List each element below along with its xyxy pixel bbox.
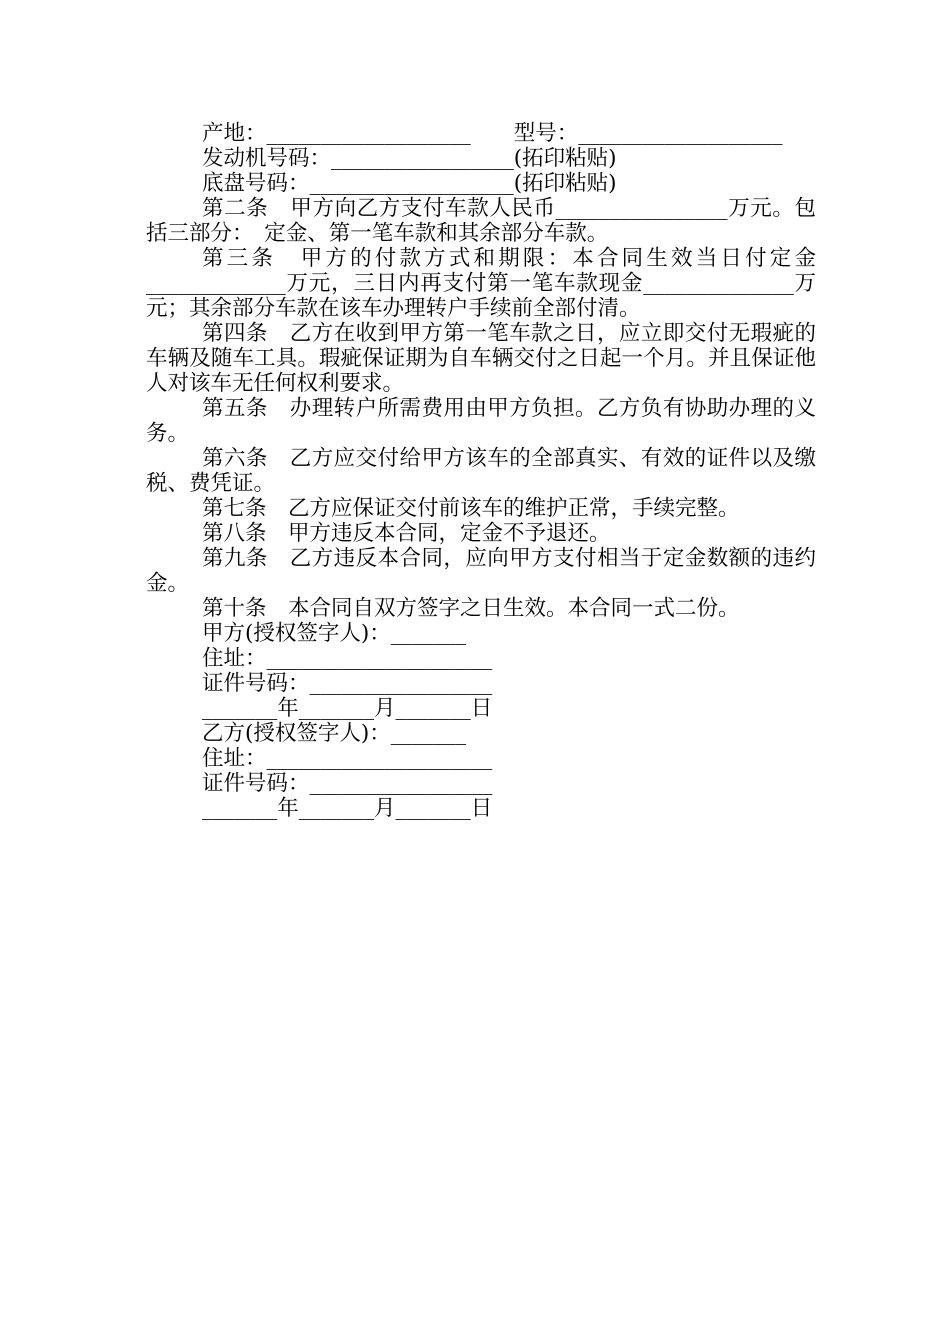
party-b-date: _______年_______月_______日 bbox=[202, 796, 493, 821]
party-a-address: 住址：_____________________ bbox=[202, 646, 493, 671]
contract-page bbox=[146, 121, 816, 821]
party-a-date: _______年_______月_______日 bbox=[202, 696, 493, 721]
article-7: 第七条 乙方应保证交付前该车的维护正常，手续完整。 bbox=[202, 496, 740, 521]
party-a-id-number: 证件号码：_________________ bbox=[202, 671, 493, 696]
chassis-number-line: 底盘号码：___________________(拓印粘贴) bbox=[202, 171, 617, 196]
origin-model-line: 产地：___________________ 型号：___________________ bbox=[202, 121, 783, 146]
party-a-signatory: 甲方(授权签字人)：_______ bbox=[202, 621, 467, 646]
article-5: 第五条 办理转户所需费用由甲方负担。乙方负有协助办理的义务。 bbox=[146, 396, 816, 446]
article-3: 第三条 甲方的付款方式和期限：本合同生效当日付定金_____________万元，三日内再支付第一笔车款现金______________万元；其余部分车款在该车办理转户手续前全部付清。 bbox=[146, 246, 816, 321]
article-10: 第十条 本合同自双方签字之日生效。本合同一式二份。 bbox=[202, 596, 740, 621]
article-2: 第二条 甲方向乙方支付车款人民币________________万元。包括三部分： 定金、第一笔车款和其余部分车款。 bbox=[146, 196, 816, 246]
article-6: 第六条 乙方应交付给甲方该车的全部真实、有效的证件以及缴税、费凭证。 bbox=[146, 446, 816, 496]
party-b-address: 住址：_____________________ bbox=[202, 746, 493, 771]
party-b-id-number: 证件号码：_________________ bbox=[202, 771, 493, 796]
engine-number-line: 发动机号码：_________________(拓印粘贴) bbox=[202, 146, 617, 171]
article-9: 第九条 乙方违反本合同，应向甲方支付相当于定金数额的违约金。 bbox=[146, 546, 816, 596]
party-b-signatory: 乙方(授权签字人)：_______ bbox=[202, 721, 467, 746]
article-8: 第八条 甲方违反本合同，定金不予退还。 bbox=[202, 521, 611, 546]
article-4: 第四条 乙方在收到甲方第一笔车款之日，应立即交付无瑕疵的车辆及随车工具。瑕疵保证期为自车辆交付之日起一个月。并且保证他人对该车无任何权利要求。 bbox=[146, 321, 816, 396]
